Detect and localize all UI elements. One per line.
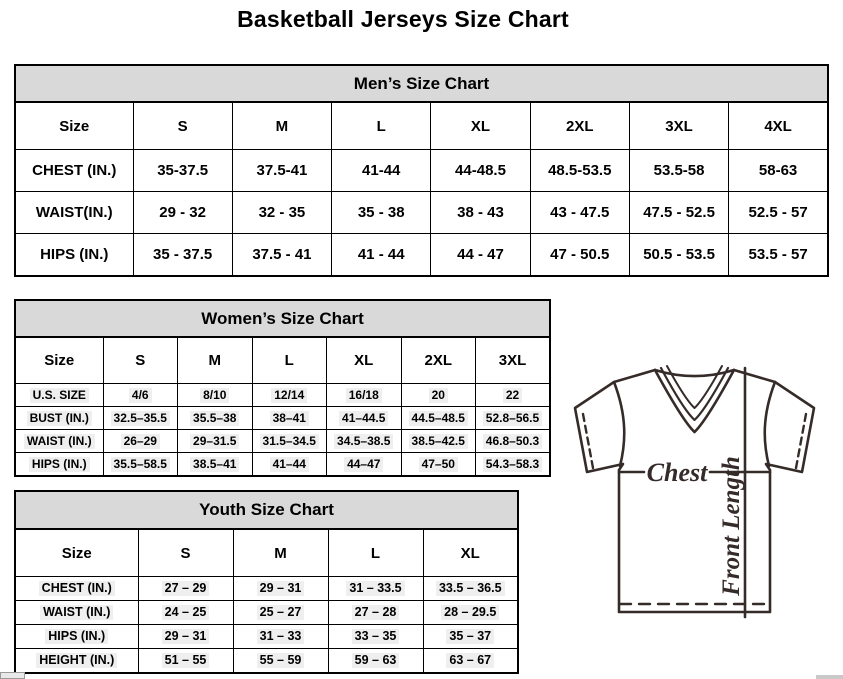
- cell-text: 52.8–56.5: [483, 411, 542, 426]
- cell-text: 29–31.5: [190, 434, 239, 449]
- row-label: [15, 430, 103, 453]
- table-row: [15, 649, 518, 674]
- cell: [328, 601, 423, 625]
- cell-text: 25 – 27: [257, 605, 305, 621]
- cell: [327, 407, 402, 430]
- cell-text: 35.5–58.5: [111, 457, 170, 472]
- column-header: S: [133, 102, 232, 150]
- cell-text: 46.8–50.3: [483, 434, 542, 449]
- cell: 47.5 - 52.5: [629, 192, 728, 234]
- cell: 48.5-53.5: [530, 150, 629, 192]
- column-header: XL: [431, 102, 530, 150]
- cell: 29 - 32: [133, 192, 232, 234]
- row-label: [15, 577, 138, 601]
- cell: [138, 601, 233, 625]
- cell: 58-63: [729, 150, 828, 192]
- cell: 37.5-41: [232, 150, 331, 192]
- cell: [252, 407, 327, 430]
- column-header: 3XL: [476, 337, 551, 384]
- horizontal-scrollbar-fragment-right[interactable]: [816, 675, 843, 679]
- mens-size-chart: [14, 64, 829, 277]
- cell-text: U.S. SIZE: [30, 388, 89, 403]
- row-label: WAIST(IN.): [15, 192, 133, 234]
- column-header: L: [332, 102, 431, 150]
- cell-text: 4/6: [129, 388, 152, 403]
- cell-text: 16/18: [346, 388, 382, 403]
- cell: [138, 625, 233, 649]
- cell: [138, 649, 233, 674]
- cell: [252, 384, 327, 407]
- column-header: S: [103, 337, 178, 384]
- column-header: 4XL: [729, 102, 828, 150]
- cell: [423, 601, 518, 625]
- cell: [476, 453, 551, 477]
- cell-text: 38.5–42.5: [409, 434, 468, 449]
- table-header-row: [15, 102, 828, 150]
- cell: [138, 577, 233, 601]
- column-header: M: [178, 337, 253, 384]
- cell-text: HIPS (IN.): [45, 629, 108, 645]
- column-header: 3XL: [629, 102, 728, 150]
- jersey-outline: [575, 370, 814, 612]
- row-label: [15, 601, 138, 625]
- cell: [252, 453, 327, 477]
- cell-text: 29 – 31: [257, 581, 305, 597]
- cell: [103, 384, 178, 407]
- column-header: 2XL: [530, 102, 629, 150]
- cell-text: 26–29: [121, 434, 160, 449]
- row-label: [15, 453, 103, 477]
- cell: 44-48.5: [431, 150, 530, 192]
- cell-text: 44.5–48.5: [409, 411, 468, 426]
- row-label: CHEST (IN.): [15, 150, 133, 192]
- column-header: S: [138, 529, 233, 577]
- cell: [328, 577, 423, 601]
- cell: 41 - 44: [332, 234, 431, 277]
- column-header: Size: [15, 102, 133, 150]
- table-row: [15, 577, 518, 601]
- cell: [233, 601, 328, 625]
- column-header: Size: [15, 529, 138, 577]
- cell: [328, 625, 423, 649]
- cell: 35-37.5: [133, 150, 232, 192]
- cell-text: 44–47: [344, 457, 383, 472]
- cell-text: 29 – 31: [162, 629, 210, 645]
- cell: 53.5-58: [629, 150, 728, 192]
- table-row: [15, 407, 550, 430]
- cell: 43 - 47.5: [530, 192, 629, 234]
- cell-text: HEIGHT (IN.): [36, 653, 117, 669]
- cell: [327, 430, 402, 453]
- column-header: Size: [15, 337, 103, 384]
- cell-text: 32.5–35.5: [111, 411, 170, 426]
- cell-text: WAIST (IN.): [24, 434, 95, 449]
- youth-table: [14, 528, 519, 674]
- table-row: [15, 601, 518, 625]
- front-length-label: Front Length: [718, 456, 745, 596]
- cell-text: 31.5–34.5: [260, 434, 319, 449]
- cell: [327, 384, 402, 407]
- cell: 35 - 38: [332, 192, 431, 234]
- cell-text: 31 – 33.5: [346, 581, 404, 597]
- cell-text: 22: [503, 388, 522, 403]
- column-header: L: [328, 529, 423, 577]
- cell-text: 33 – 35: [352, 629, 400, 645]
- cell: [327, 453, 402, 477]
- row-label: [15, 407, 103, 430]
- cell-text: 41–44.5: [339, 411, 388, 426]
- cell-text: 33.5 – 36.5: [436, 581, 505, 597]
- row-label: [15, 384, 103, 407]
- youth-size-chart: [14, 490, 519, 674]
- v-neck-jersey-icon: [556, 358, 843, 624]
- cell: [476, 430, 551, 453]
- row-label: HIPS (IN.): [15, 234, 133, 277]
- column-header: M: [232, 102, 331, 150]
- cell-text: 12/14: [271, 388, 307, 403]
- mens-chart-title: Men’s Size Chart: [14, 64, 829, 101]
- cell: 47 - 50.5: [530, 234, 629, 277]
- cell: 38 - 43: [431, 192, 530, 234]
- table-header-row: [15, 337, 550, 384]
- cell: [178, 430, 253, 453]
- youth-chart-title: Youth Size Chart: [14, 490, 519, 528]
- cell-text: HIPS (IN.): [29, 457, 90, 472]
- cell-text: 27 – 29: [162, 581, 210, 597]
- cell: [423, 625, 518, 649]
- cell: [401, 453, 476, 477]
- left-sleeve-seam: [614, 382, 624, 466]
- table-row: [15, 150, 828, 192]
- cell: 52.5 - 57: [729, 192, 828, 234]
- cell: [233, 649, 328, 674]
- right-sleeve-seam: [765, 382, 775, 466]
- cell-text: 35.5–38: [190, 411, 239, 426]
- cell-text: 28 – 29.5: [441, 605, 499, 621]
- cell: [328, 649, 423, 674]
- table-row: [15, 384, 550, 407]
- column-header: XL: [327, 337, 402, 384]
- cell-text: 47–50: [419, 457, 458, 472]
- cell-text: 55 – 59: [257, 653, 305, 669]
- cell-text: 38.5–41: [190, 457, 239, 472]
- table-row: [15, 625, 518, 649]
- cell: [476, 384, 551, 407]
- table-row: [15, 430, 550, 453]
- cell-text: 34.5–38.5: [334, 434, 393, 449]
- row-label: [15, 649, 138, 674]
- column-header: XL: [423, 529, 518, 577]
- table-row: [15, 192, 828, 234]
- cell: 50.5 - 53.5: [629, 234, 728, 277]
- cell: [233, 577, 328, 601]
- womens-size-chart: [14, 299, 551, 477]
- column-header: L: [252, 337, 327, 384]
- cell: [476, 407, 551, 430]
- cell: [423, 649, 518, 674]
- table-row: [15, 453, 550, 477]
- cell-text: CHEST (IN.): [39, 581, 115, 597]
- cell: [233, 625, 328, 649]
- collar-back-curve: [655, 370, 734, 376]
- cell: [423, 577, 518, 601]
- table-header-row: [15, 529, 518, 577]
- cell-text: 51 – 55: [162, 653, 210, 669]
- cell-text: 24 – 25: [162, 605, 210, 621]
- jersey-diagram: [556, 358, 843, 626]
- column-header: 2XL: [401, 337, 476, 384]
- cell: 32 - 35: [232, 192, 331, 234]
- cell: [252, 430, 327, 453]
- cell: 35 - 37.5: [133, 234, 232, 277]
- mens-table: [14, 101, 829, 277]
- cell-text: 54.3–58.3: [483, 457, 542, 472]
- cell-text: 59 – 63: [352, 653, 400, 669]
- womens-chart-title: Women’s Size Chart: [14, 299, 551, 336]
- cell-text: 38–41: [270, 411, 309, 426]
- cell-text: 8/10: [200, 388, 229, 403]
- cell: [401, 384, 476, 407]
- cell: 41-44: [332, 150, 431, 192]
- cell: [401, 407, 476, 430]
- cell: 53.5 - 57: [729, 234, 828, 277]
- chest-label: Chest: [646, 458, 708, 487]
- cell: [178, 453, 253, 477]
- collar-inner-v: [667, 366, 722, 408]
- horizontal-scrollbar-fragment-left[interactable]: [0, 672, 25, 679]
- cell-text: WAIST (IN.): [40, 605, 113, 621]
- cell-text: 63 – 67: [446, 653, 494, 669]
- cell: [103, 407, 178, 430]
- row-label: [15, 625, 138, 649]
- womens-table: [14, 336, 551, 477]
- column-header: M: [233, 529, 328, 577]
- cell: [178, 384, 253, 407]
- cell: [178, 407, 253, 430]
- cell-text: 35 – 37: [446, 629, 494, 645]
- page-title: Basketball Jerseys Size Chart: [237, 6, 569, 32]
- cell: 37.5 - 41: [232, 234, 331, 277]
- cell: [103, 453, 178, 477]
- cell-text: 20: [429, 388, 448, 403]
- cell: [401, 430, 476, 453]
- table-row: [15, 234, 828, 277]
- cell: [103, 430, 178, 453]
- cell-text: 27 – 28: [352, 605, 400, 621]
- cell: 44 - 47: [431, 234, 530, 277]
- cell-text: 41–44: [270, 457, 309, 472]
- cell-text: BUST (IN.): [27, 411, 92, 426]
- cell-text: 31 – 33: [257, 629, 305, 645]
